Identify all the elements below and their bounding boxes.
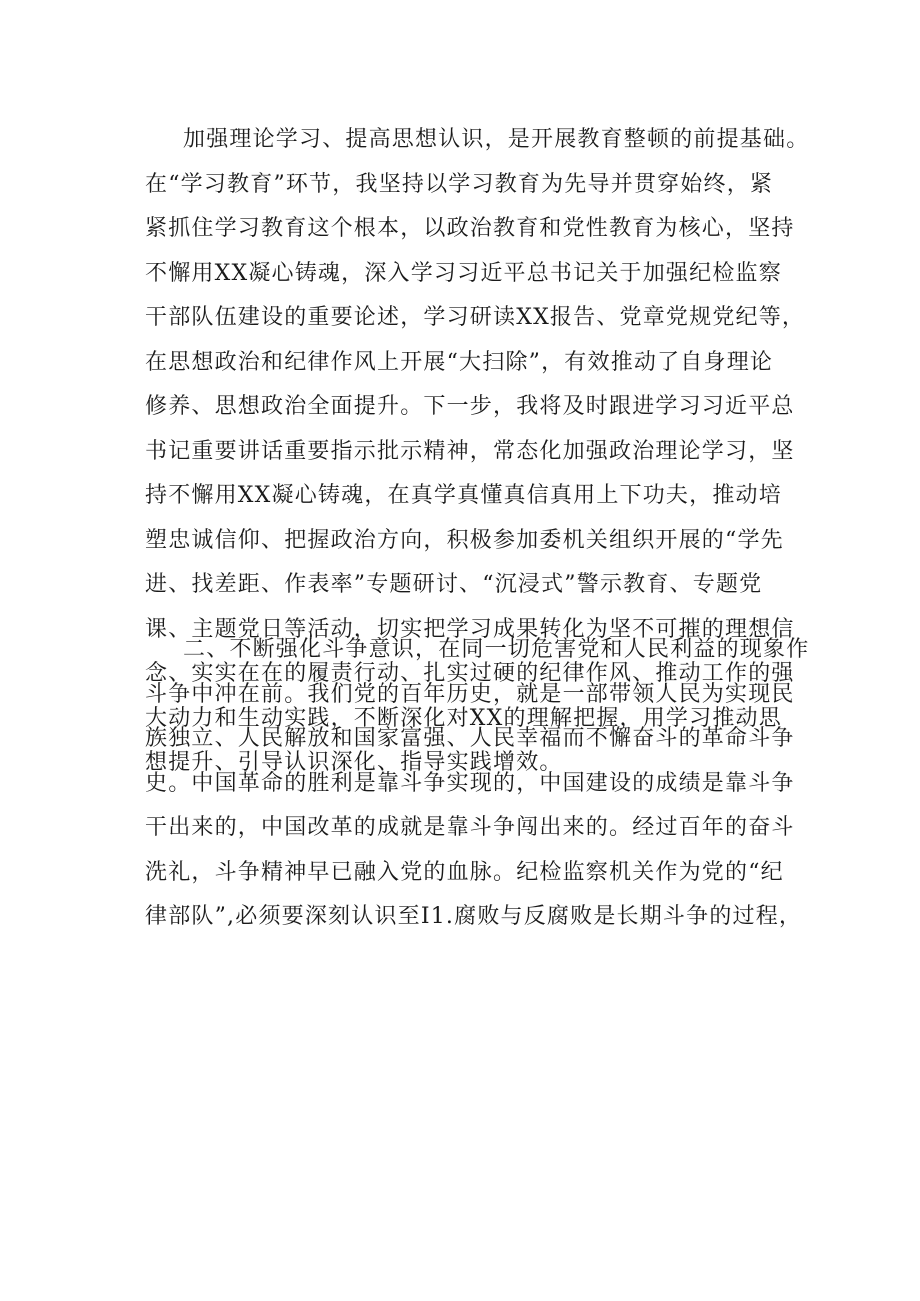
text-line: 干部队伍建设的重要论述，学习研读XX报告、党章党规党纪等， — [145, 305, 806, 330]
text-line: 二、不断强化斗争意识，在同一切危害党和人民利益的现象作 — [183, 637, 810, 662]
text-line: 修养、思想政治全面提升。下一步，我将及时跟进学习习近平总 — [145, 394, 795, 419]
paragraph-struggle-awareness — [145, 628, 810, 940]
text-line: 课、主题党日等活动，切实把学习成果转化为坚不可摧的理想信 — [145, 616, 795, 642]
text-line: 在“学习教育”环节，我坚持以学习教育为先导并贯穿始终，紧 — [145, 171, 774, 197]
text-line: 想提升、引导认识深化、指导实践增效。 — [145, 750, 563, 775]
text-line: 族独立、人民解放和国家富强、人民幸福而不懈奋斗的革命斗争 — [145, 726, 795, 751]
text-line: 进、找差距、作表率”专题研讨、“沉浸式”警示教育、专题党 — [145, 572, 763, 597]
text-line: 持不懈用XX凝心铸魂，在真学真懂真信真用上下功夫，推动培 — [145, 483, 782, 508]
text-line: 加强理论学习、提高思想认识，是开展教育整顿的前提基础。 — [183, 127, 810, 152]
text-line: 大动力和生动实践，不断深化对XX的理解把握，用学习推动思 — [145, 705, 782, 731]
text-line: 塑忠诚信仰、把握政治方向，积极参加委机关组织开展的“学先 — [145, 527, 784, 553]
text-line: 洗礼，斗争精神早已融入党的血脉。纪检监察机关作为党的“纪 — [145, 859, 784, 885]
text-line: 律部队”,必须要深刻认识至I1.腐败与反腐败是长期斗争的过程， — [145, 904, 803, 929]
text-line: 史。中国革命的胜利是靠斗争实现的，中国建设的成绩是靠斗争 — [145, 770, 795, 796]
text-line: 紧抓住学习教育这个根本，以政治教育和党性教育为核心，坚持 — [145, 216, 795, 241]
text-line: 干出来的，中国改革的成就是靠斗争闯出来的。经过百年的奋斗 — [145, 815, 795, 840]
text-line: 书记重要讲话重要指示批示精神，常态化加强政治理论学习，坚 — [145, 438, 795, 464]
text-line: 念、实实在在的履责行动、扎实过硬的纪律作风、推动工作的强 — [145, 661, 795, 686]
text-line: 在思想政治和纪律作风上开展“大扫除”，有效推动了自身理论 — [145, 349, 774, 375]
text-line: 斗争中冲在前。我们党的百年历史，就是一部带领人民为实现民 — [145, 681, 795, 707]
text-line: 不懈用XX凝心铸魂，深入学习习近平总书记关于加强纪检监察 — [145, 260, 782, 286]
